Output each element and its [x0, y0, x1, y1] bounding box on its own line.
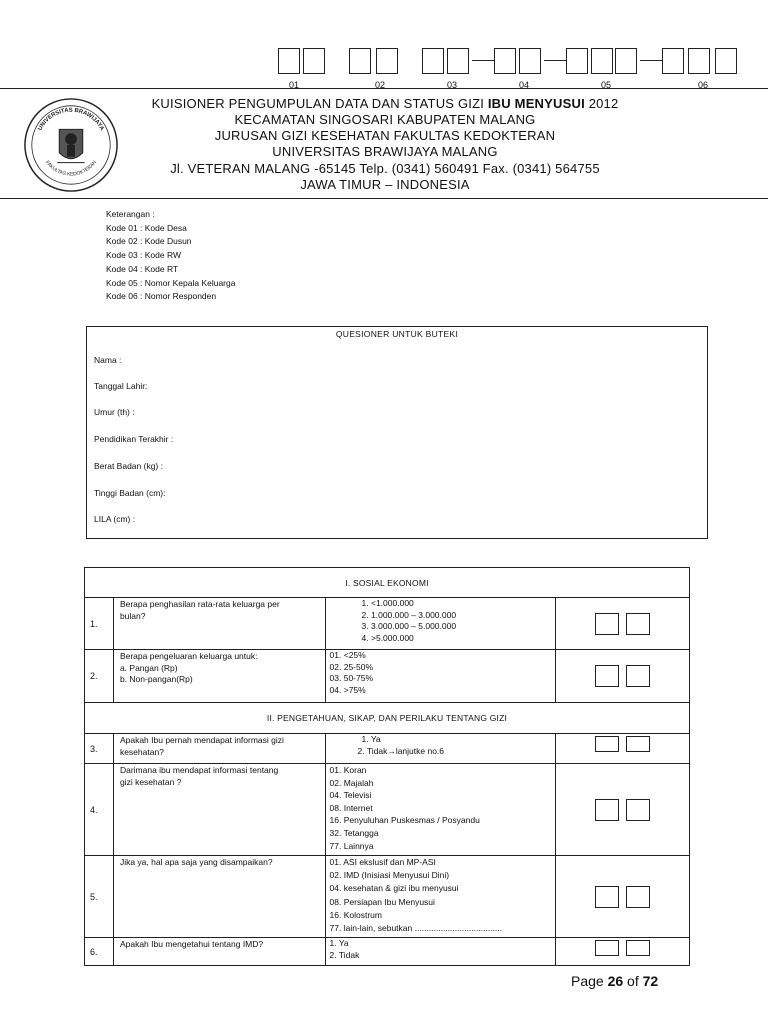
answer-code-cell [556, 856, 690, 938]
question-line: a. Pangan (Rp) [119, 662, 178, 673]
header-line-5: Jl. VETERAN MALANG -65145 Telp. (0341) 560491 Fax. (0341) 564755 [170, 161, 600, 176]
answer-box[interactable] [626, 886, 650, 908]
question-text [113, 938, 325, 966]
header-line1-prefix: KUISIONER PENGUMPULAN DATA DAN STATUS GIZI [151, 96, 488, 111]
code-label: 04 [518, 80, 529, 90]
question-text [113, 856, 325, 938]
header-line1-bold: IBU MENYUSUI [487, 96, 585, 111]
answer-box[interactable] [595, 613, 619, 635]
option-item: 77. lain-lain, sebutkan ..................................... [329, 923, 502, 934]
table-row [85, 764, 690, 856]
option-item: 02. 25-50% [329, 661, 374, 672]
question-number: 3. [85, 734, 114, 764]
code-label: 02 [374, 80, 385, 90]
legend-line: Kode 06 : Nomor Responden [106, 291, 217, 302]
field-lila[interactable]: LILA (cm) : [94, 514, 136, 524]
option-item: 01. <25% [329, 650, 366, 660]
code-box[interactable] [447, 48, 469, 74]
answer-box[interactable] [595, 940, 619, 956]
answer-box[interactable] [626, 799, 650, 821]
code-box[interactable] [376, 48, 398, 74]
answer-box[interactable] [595, 799, 619, 821]
option-item: 2. Tidak [329, 949, 360, 960]
answer-options [325, 734, 556, 764]
page-of-word: of [623, 973, 643, 989]
table-row [85, 598, 690, 650]
option-item: 77. Lainnya [329, 840, 374, 851]
question-line: bulan? [119, 610, 146, 621]
code-label: 01 [288, 80, 299, 90]
header-title-line [100, 96, 670, 111]
question-text [113, 650, 325, 703]
answer-options [325, 856, 556, 938]
page-total: 72 [642, 973, 659, 989]
option-item: 04. kesehatan & gizi ibu menyusui [329, 883, 459, 894]
header-line-2: KECAMATAN SINGOSARI KABUPATEN MALANG [234, 112, 536, 127]
question-line: Apakah Ibu mengetahui tentang IMD? [119, 939, 264, 949]
question-text [113, 734, 325, 764]
question-line: Berapa penghasilan rata-rata keluarga per [119, 599, 280, 609]
question-number: 6. [85, 938, 114, 966]
code-legend [106, 208, 235, 304]
question-line: Berapa pengeluaran keluarga untuk: [119, 651, 258, 661]
question-line: Apakah Ibu pernah mendapat informasi gizi [119, 735, 284, 745]
code-box[interactable] [422, 48, 444, 74]
code-box[interactable] [349, 48, 371, 74]
question-number: 5. [85, 856, 114, 938]
legend-line: Kode 01 : Kode Desa [106, 222, 187, 233]
table-row [85, 650, 690, 703]
code-label: 06 [697, 80, 708, 90]
option-item: 01. Koran [329, 765, 367, 775]
table-row [85, 856, 690, 938]
option-item: 04. >75% [329, 684, 366, 695]
answer-box[interactable] [626, 613, 650, 635]
field-tanggal-lahir[interactable]: Tanggal Lahir: [94, 381, 148, 391]
question-number: 2. [85, 650, 114, 703]
question-number: 4. [85, 764, 114, 856]
answer-options [325, 598, 556, 650]
field-tinggi-badan[interactable]: Tinggi Badan (cm): [94, 488, 166, 498]
answer-options [325, 938, 556, 966]
table-row [85, 734, 690, 764]
question-text [113, 764, 325, 856]
code-box[interactable] [715, 48, 737, 74]
section-heading: I. SOSIAL EKONOMI [85, 568, 690, 598]
option-item: 32. Tetangga [329, 827, 379, 838]
code-box[interactable] [615, 48, 637, 74]
answer-box[interactable] [626, 940, 650, 956]
answer-code-cell [556, 598, 690, 650]
section-row [85, 703, 690, 734]
question-line: gizi kesehatan ? [119, 776, 182, 787]
answer-code-cell [556, 764, 690, 856]
page-number [571, 973, 658, 989]
field-pendidikan[interactable]: Pendidikan Terakhir : [94, 434, 174, 444]
answer-options [325, 764, 556, 856]
answer-box[interactable] [626, 736, 650, 752]
question-number: 1. [85, 598, 114, 650]
answer-code-cell [556, 650, 690, 703]
option-item: 1. <1.000.000 [361, 598, 414, 608]
code-box[interactable] [519, 48, 541, 74]
question-line: b. Non-pangan(Rp) [119, 674, 193, 684]
answer-box[interactable] [595, 886, 619, 908]
legend-line: Kode 04 : Kode RT [106, 263, 179, 274]
code-label: 03 [446, 80, 457, 90]
header-top-rule [0, 88, 768, 89]
code-box[interactable] [566, 48, 588, 74]
option-item: 04. Televisi [329, 790, 372, 801]
option-item: 08. Internet [329, 802, 373, 813]
code-label: 05 [600, 80, 611, 90]
section-heading: II. PENGETAHUAN, SIKAP, DAN PERILAKU TENTANG GIZI [85, 703, 690, 734]
page-current: 26 [607, 973, 624, 989]
option-item: 16. Kolostrum [329, 909, 382, 920]
question-text [113, 598, 325, 650]
code-connector [640, 60, 662, 61]
option-item: 1. Ya [361, 734, 381, 744]
option-item: 2. Tidak→lanjutke no.6 [357, 745, 445, 756]
page-word: Page [571, 973, 608, 989]
field-nama[interactable]: Nama : [94, 355, 122, 365]
answer-box[interactable] [595, 665, 619, 687]
field-berat-badan[interactable]: Berat Badan (kg) : [94, 461, 163, 471]
header-bottom-rule [0, 198, 768, 199]
header-line-3: JURUSAN GIZI KESEHATAN FAKULTAS KEDOKTERAN [214, 128, 556, 143]
legend-line: Keterangan : [106, 209, 155, 219]
questionnaire-table [84, 567, 690, 966]
option-item: 03. 50-75% [329, 673, 374, 683]
code-box[interactable] [278, 48, 300, 74]
code-connector [472, 60, 494, 61]
option-item: 16. Penyuluhan Puskesmas / Posyandu [329, 815, 480, 826]
header-line-4: UNIVERSITAS BRAWIJAYA MALANG [272, 144, 498, 159]
field-umur[interactable]: Umur (th) : [94, 407, 135, 417]
option-item: 08. Persiapan Ibu Menyusui [329, 896, 435, 907]
code-box[interactable] [662, 48, 684, 74]
question-line: Jika ya, hal apa saja yang disampaikan? [119, 857, 273, 867]
answer-code-cell [556, 938, 690, 966]
header-line-6: JAWA TIMUR – INDONESIA [300, 177, 470, 192]
answer-box[interactable] [626, 665, 650, 687]
answer-code-cell [556, 734, 690, 764]
respondent-box-title: QUESIONER UNTUK BUTEKI [335, 329, 459, 339]
svg-text:UNIVERSITAS BRAWIJAYA: UNIVERSITAS BRAWIJAYA [37, 107, 105, 132]
legend-line: Kode 05 : Nomor Kepala Keluarga [106, 277, 236, 288]
svg-text:FAKULTAS KEDOKTERAN: FAKULTAS KEDOKTERAN [44, 160, 98, 178]
option-item: 4. >5.000.000 [361, 632, 414, 643]
option-item: 1. Ya [329, 938, 349, 948]
code-box[interactable] [494, 48, 516, 74]
answer-options [325, 650, 556, 703]
answer-box[interactable] [595, 736, 619, 752]
option-item: 02. IMD (Inisiasi Menyusui Dini) [329, 870, 450, 881]
option-item: 02. Majalah [329, 777, 374, 788]
code-box[interactable] [591, 48, 613, 74]
section-row [85, 568, 690, 598]
table-row [85, 938, 690, 966]
code-connector [544, 60, 566, 61]
option-item: 3. 3.000.000 – 5.000.000 [361, 621, 457, 631]
header-line1-suffix: 2012 [584, 96, 619, 111]
question-line: Darimana ibu mendapat informasi tentang [119, 765, 279, 775]
legend-line: Kode 03 : Kode RW [106, 250, 181, 261]
option-item: 2. 1.000.000 – 3.000.000 [361, 609, 457, 620]
respondent-info-box [86, 326, 708, 539]
question-line: kesehatan? [119, 746, 164, 757]
code-box[interactable] [303, 48, 325, 74]
option-item: 01. ASI ekslusif dan MP-ASI [329, 857, 436, 867]
legend-line: Kode 02 : Kode Dusun [106, 236, 192, 247]
code-box[interactable] [688, 48, 710, 74]
